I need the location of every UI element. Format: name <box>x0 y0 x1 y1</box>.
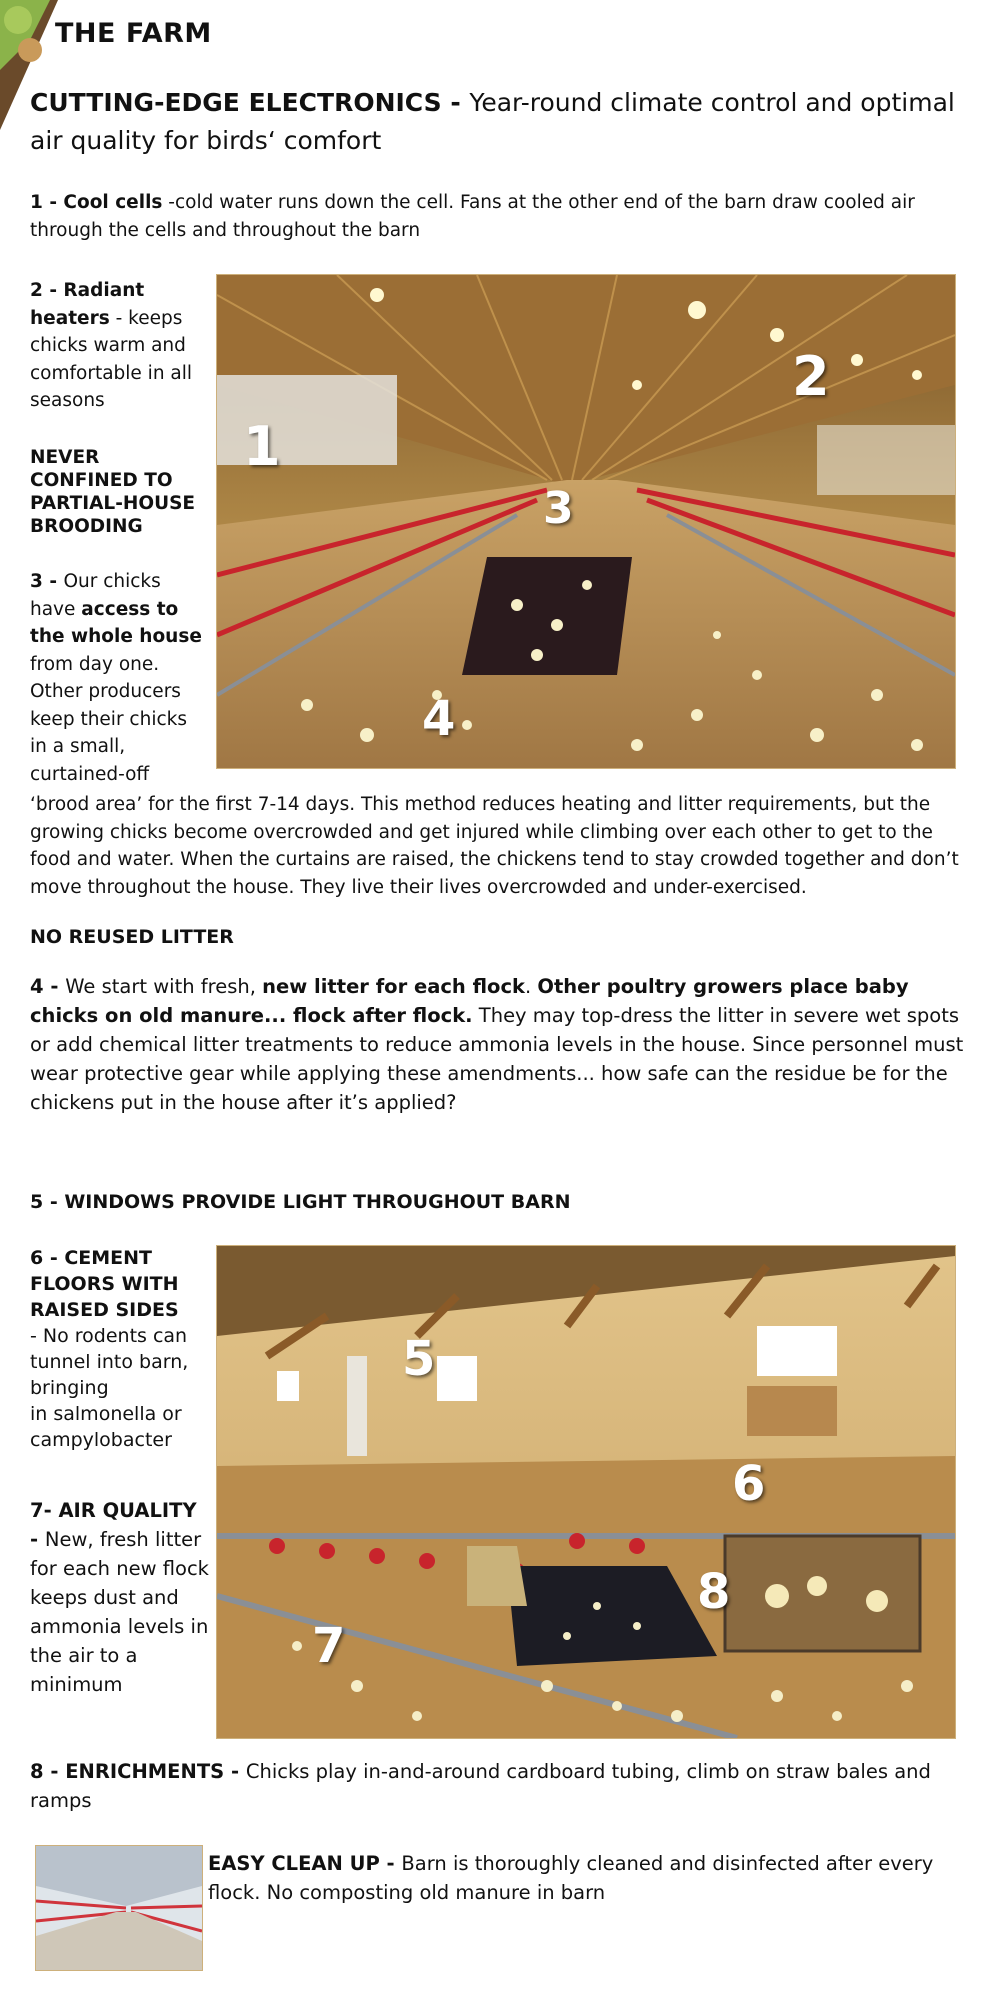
intro-body: Year-round climate control and optimal air quality for birds‘ comfort <box>30 88 955 155</box>
photo-1-marker-3: 3 <box>543 483 574 534</box>
item-7 <box>30 1496 210 1699</box>
item-6-text-a: - No rodents can tunnel into barn, bringing <box>30 1325 189 1399</box>
item-6 <box>30 1245 210 1453</box>
item-6-text-b: in salmonella or campylobacter <box>30 1403 182 1451</box>
item-8-label: 8 - ENRICHMENTS - <box>30 1760 246 1783</box>
item-3-label: 3 - <box>30 571 64 592</box>
clean-barn-thumbnail-image <box>36 1846 202 1970</box>
item-4 <box>30 972 965 1117</box>
photo-1-marker-4: 4 <box>422 691 456 747</box>
item-4-text-c: They may top-dress the litter in severe wet spots or add chemical litter treatments to reduce ammonia levels in the house. Since personnel must wear protective gear while applying these amendments... how safe can the residue be for the chickens put in the house after it’s applied? <box>30 1004 964 1114</box>
brooding-heading: NEVER CONFINED TO PARTIAL-HOUSE BROODING <box>30 447 196 537</box>
item-4-text-b: . <box>524 975 538 998</box>
cleanup-text <box>208 1849 968 1907</box>
photo-2-marker-6: 6 <box>732 1456 766 1512</box>
item-3-bold: access to the whole house <box>30 598 202 647</box>
photo-1-marker-2: 2 <box>792 345 830 408</box>
item-2-label: 2 - Radiant heaters <box>30 280 145 329</box>
photo-1-marker-1: 1 <box>243 415 281 478</box>
item-3-text-b: from day one. Other producers keep their chicks in a small, curtained-off <box>30 653 187 785</box>
item-7-text: New, fresh litter for each new flock keeps dust and ammonia levels in the air to a minimum <box>30 1528 209 1696</box>
item-4-text-a: We start with fresh, <box>65 975 263 998</box>
item-1-text: -cold water runs down the cell. Fans at the other end of the barn draw cooled air through the cells and throughout the barn <box>30 192 915 241</box>
item-4-label: 4 - <box>30 975 66 998</box>
item-8-text: Chicks play in-and-around cardboard tubing, climb on straw bales and ramps <box>30 1760 931 1812</box>
photo-2-marker-5: 5 <box>402 1331 436 1387</box>
item-3-text-a: Our chicks have <box>30 571 161 620</box>
item-5-heading: 5 - WINDOWS PROVIDE LIGHT THROUGHOUT BARN <box>30 1191 571 1213</box>
barn-photo-1 <box>217 275 955 768</box>
intro-text <box>30 84 970 160</box>
item-1 <box>30 189 970 244</box>
cleanup-label: EASY CLEAN UP - <box>208 1852 402 1875</box>
page-title: THE FARM <box>55 18 212 49</box>
item-3 <box>30 568 208 788</box>
item-2-text: - keeps chicks warm and comfortable in all seasons <box>30 307 193 411</box>
item-4-bold-a: new litter for each flock <box>262 975 525 998</box>
photo-2-marker-8: 8 <box>697 1564 731 1620</box>
intro-bold: CUTTING-EDGE ELECTRONICS - <box>30 88 470 117</box>
cleanup-body: Barn is thoroughly cleaned and disinfected after every flock. No composting old manure in barn <box>208 1852 934 1904</box>
clean-barn-thumbnail <box>36 1846 202 1970</box>
barn-photo-1-image <box>217 275 955 768</box>
item-4-bold-b: Other poultry growers place baby chicks on old manure... flock after flock. <box>30 975 909 1027</box>
photo-2-marker-7: 7 <box>312 1618 346 1674</box>
litter-heading: NO REUSED LITTER <box>30 926 234 948</box>
item-2 <box>30 277 200 415</box>
barn-photo-2 <box>217 1246 955 1738</box>
item-7-label: 7- AIR QUALITY - <box>30 1499 197 1551</box>
item-3-continuation: ‘brood area’ for the first 7-14 days. This method reduces heating and litter requirements, but the growing chicks become overcrowded and get injured while climbing over each other to get to the food and water. When the curtains are raised, the chickens tend to stay crowded together and don’t move throughout the house. They live their lives overcrowded and under-exercised. <box>30 794 959 898</box>
item-8 <box>30 1757 965 1815</box>
item-6-label: 6 - CEMENT FLOORS WITH RAISED SIDES <box>30 1247 179 1321</box>
item-1-label: 1 - Cool cells <box>30 192 163 213</box>
